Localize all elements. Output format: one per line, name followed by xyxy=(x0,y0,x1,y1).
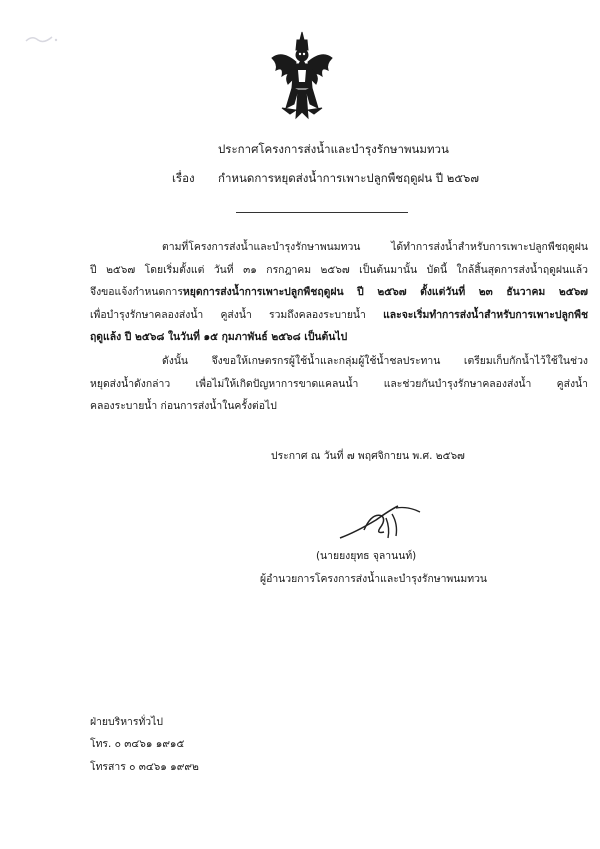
document-title: ประกาศโครงการส่งน้ำและบำรุงรักษาพนมทวน xyxy=(218,142,449,156)
paragraph-line: เพื่อบำรุงรักษาคลองส่งน้ำ คูส่งน้ำ รวมถึงคลองระบายน้ำ และจะเริ่มทำการส่งน้ำสำหรับการเพาะปลูกพืช xyxy=(90,308,588,321)
paragraph-line: ตามที่โครงการส่งน้ำและบำรุงรักษาพนมทวน ได้ทำการส่งน้ำสำหรับการเพาะปลูกพืชฤดูฝน xyxy=(162,241,588,253)
signatory-position: ผู้อำนวยการโครงการส่งน้ำและบำรุงรักษาพนมทวน xyxy=(260,573,488,585)
paragraph-line: ปี ๒๕๖๗ โดยเริ่มตั้งแต่ วันที่ ๓๑ กรกฎาคม ๒๕๖๗ เป็นต้นมานั้น บัดนี้ ใกล้สิ้นสุดการส่งน้ำฤดูฝนแล้ว xyxy=(90,263,588,276)
paragraph-line: ดังนั้น จึงขอให้เกษตรกรผู้ใช้น้ำและกลุ่มผู้ใช้น้ำชลประทาน เตรียมเก็บกักน้ำไว้ใช้ในช่วง xyxy=(162,355,588,367)
paragraph-line: ฤดูแล้ง ปี ๒๕๖๘ ในวันที่ ๑๕ กุมภาพันธ์ ๒๕๖๘ เป็นต้นไป xyxy=(90,331,348,343)
signatory-name: (นายยงยุทธ จุลานนท์) xyxy=(316,550,417,562)
document-subject xyxy=(172,170,479,188)
signature-mark xyxy=(336,498,426,546)
subject-text: กำหนดการหยุดส่งน้ำการเพาะปลูกพืชฤดูฝน ปี ๒๕๖๗ xyxy=(218,171,479,185)
subject-label: เรื่อง xyxy=(172,171,195,185)
paragraph-line: คลองระบายน้ำ ก่อนการส่งน้ำในครั้งต่อไป xyxy=(90,400,277,412)
footer-fax: โทรสาร ๐ ๓๔๖๑ ๑๙๙๒ xyxy=(90,761,199,773)
title-divider xyxy=(236,212,408,213)
paragraph-request xyxy=(90,350,588,418)
paragraph-announcement xyxy=(90,236,588,349)
footer-phone: โทร. ๐ ๓๔๖๑ ๑๙๑๕ xyxy=(90,738,185,750)
paragraph-line: จึงขอแจ้งกำหนดการหยุดการส่งน้ำการเพาะปลูกพืชฤดูฝน ปี ๒๕๖๗ ตั้งแต่วันที่ ๒๓ ธันวาคม ๒๕๖๗ xyxy=(90,286,588,298)
paragraph-line: หยุดส่งน้ำดังกล่าว เพื่อไม่ให้เกิดปัญหาการขาดแคลนน้ำ และช่วยกันบำรุงรักษาคลองส่งน้ำ คูส่งน้ำ xyxy=(90,377,588,390)
garuda-emblem-icon xyxy=(270,30,334,122)
footer-department: ฝ่ายบริหารทั่วไป xyxy=(90,716,163,728)
scan-speck-mark xyxy=(22,32,62,46)
announcement-date: ประกาศ ณ วันที่ ๗ พฤศจิกายน พ.ศ. ๒๕๖๗ xyxy=(271,450,465,462)
